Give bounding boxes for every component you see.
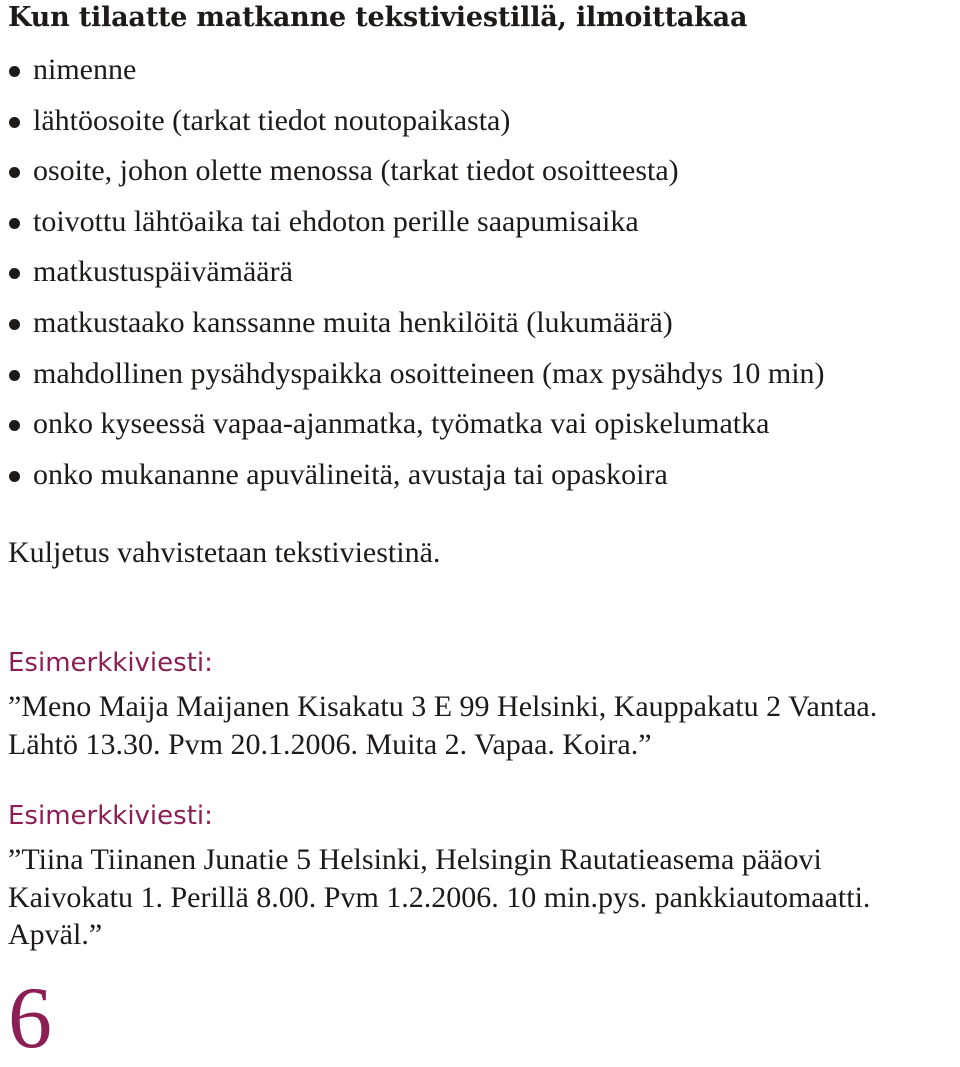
- example-label-1: Esimerkkiviesti:: [8, 648, 213, 678]
- heading: Kun tilaatte matkanne tekstiviestillä, ilmoittakaa: [8, 2, 748, 33]
- list-item: osoite, johon olette menossa (tarkat tiedot osoitteesta): [8, 149, 825, 200]
- page-number: 6: [8, 970, 52, 1067]
- list-item: lähtöosoite (tarkat tiedot noutopaikasta): [8, 99, 825, 150]
- list-item: onko kyseessä vapaa-ajanmatka, työmatka vai opiskelumatka: [8, 402, 825, 453]
- list-item: matkustuspäivämäärä: [8, 250, 825, 301]
- list-item: matkustaako kanssanne muita henkilöitä (lukumäärä): [8, 301, 825, 352]
- list-item: mahdollinen pysähdyspaikka osoitteineen (max pysähdys 10 min): [8, 352, 825, 403]
- list-item: nimenne: [8, 48, 825, 99]
- confirmation-text: Kuljetus vahvistetaan tekstiviestinä.: [8, 536, 441, 569]
- list-item: onko mukananne apuvälineitä, avustaja tai opaskoira: [8, 453, 825, 504]
- info-list: [8, 48, 825, 503]
- example-2-line-3: Apväl.”: [8, 918, 103, 951]
- example-2-line-2: Kaivokatu 1. Perillä 8.00. Pvm 1.2.2006. 10 min.pys. pankkiautomaatti.: [8, 881, 871, 914]
- example-1-line-2: Lähtö 13.30. Pvm 20.1.2006. Muita 2. Vapaa. Koira.”: [8, 728, 652, 761]
- example-2-line-1: ”Tiina Tiinanen Junatie 5 Helsinki, Helsingin Rautatieasema pääovi: [8, 843, 822, 876]
- example-1-line-1: ”Meno Maija Maijanen Kisakatu 3 E 99 Helsinki, Kauppakatu 2 Vantaa.: [8, 690, 878, 723]
- list-item: toivottu lähtöaika tai ehdoton perille saapumisaika: [8, 200, 825, 251]
- example-label-2: Esimerkkiviesti:: [8, 801, 213, 831]
